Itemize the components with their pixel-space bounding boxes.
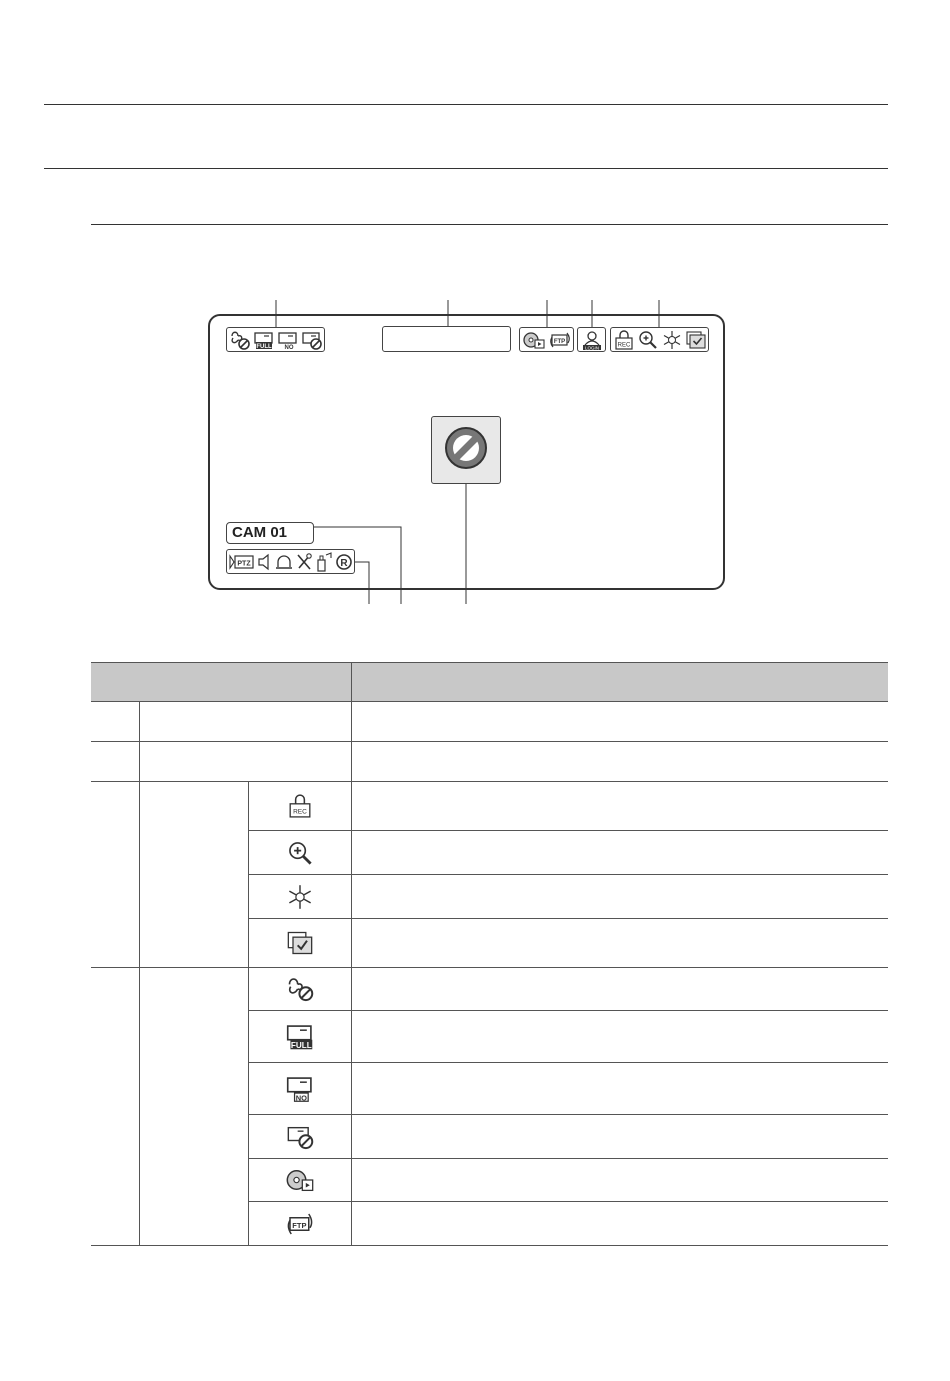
live-screen-diagram [0,0,950,640]
icon-cell [248,1011,351,1063]
row-description-cell [351,1115,888,1159]
svg-text:REC: REC [617,342,631,348]
hdd-full-icon [285,1028,315,1050]
row-number-cell [91,968,139,1246]
header-description-cell [351,663,888,702]
row-number-cell [91,782,139,968]
rec-lock-icon [288,797,312,816]
ftp-icon [285,1215,315,1230]
svg-text:FULL: FULL [290,1040,312,1050]
svg-text:FULL: FULL [256,343,272,350]
table-row [91,968,888,1011]
table-row [91,782,888,831]
sequence-icon [286,934,314,949]
row-description-cell [351,831,888,875]
table-header-row [91,663,888,702]
row-item-cell [139,968,248,1246]
row-description-cell [351,968,888,1011]
icon-cell [248,1159,351,1202]
row-description-cell [351,919,888,968]
row-description-cell [351,782,888,831]
callout-leader-lines [0,0,950,640]
header-item-cell [91,663,351,702]
zoom-icon [287,844,313,859]
svg-text:FTP: FTP [553,338,566,345]
icon-cell [248,1115,351,1159]
freeze-icon [287,888,313,903]
row-description-cell [351,1202,888,1246]
row-description-cell [351,1159,888,1202]
svg-text:LOGIN: LOGIN [584,345,599,350]
icon-cell [248,782,351,831]
svg-text:FTP: FTP [291,1220,306,1230]
row-description-cell [351,702,888,742]
icon-cell [248,968,351,1011]
row-item-cell [139,702,351,742]
row-item-cell [139,782,248,968]
svg-text:NO: NO [284,344,294,350]
icon-cell [248,831,351,875]
row-number-cell [91,742,139,782]
icon-cell [248,875,351,919]
icon-description-table [91,662,888,1246]
backup-icon [285,1171,315,1186]
icon-cell [248,1202,351,1246]
row-item-cell [139,742,351,782]
svg-text:PTZ: PTZ [237,560,251,567]
table-row [91,742,888,782]
svg-text:R: R [340,557,348,569]
row-number-cell [91,702,139,742]
hdd-error-icon [286,1128,314,1143]
svg-text:REC: REC [292,808,307,816]
row-description-cell [351,875,888,919]
row-description-cell [351,742,888,782]
fan-error-icon [286,980,314,995]
no-hdd-icon [285,1080,315,1102]
icon-cell [248,1063,351,1115]
row-description-cell [351,1063,888,1115]
camera-name-label: CAM 01 [226,522,314,544]
row-description-cell [351,1011,888,1063]
svg-text:NO: NO [295,1092,307,1102]
table-row [91,702,888,742]
icon-cell [248,919,351,968]
